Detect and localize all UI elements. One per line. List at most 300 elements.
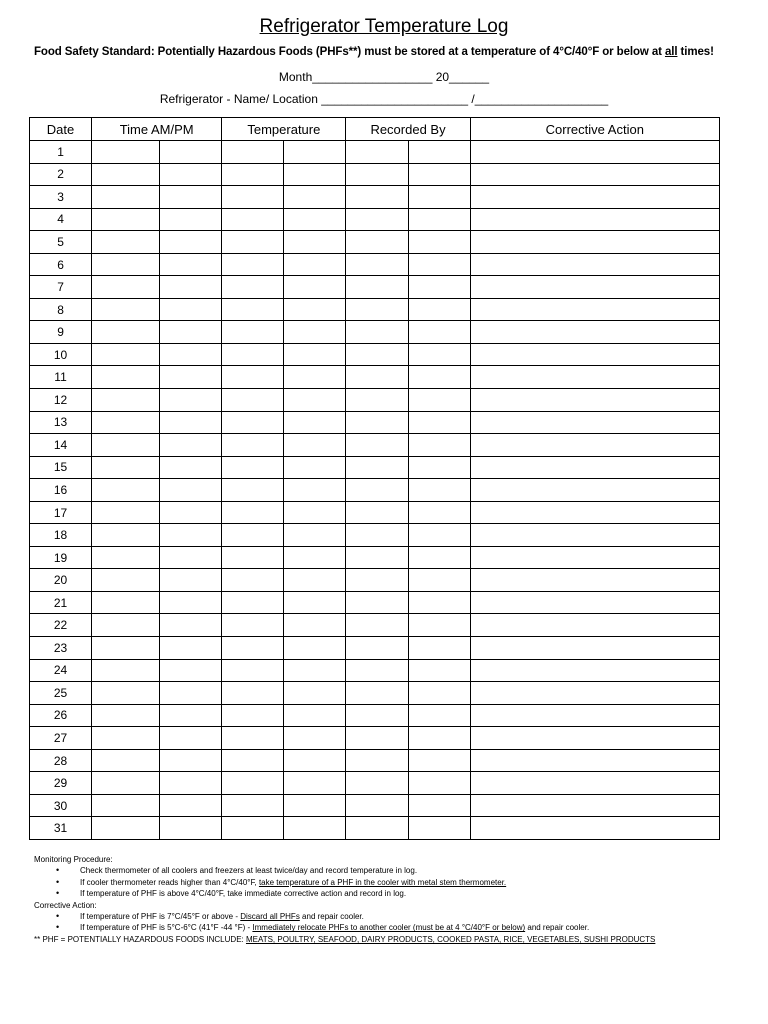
time-cell[interactable] (92, 186, 160, 209)
temperature-cell[interactable] (284, 456, 346, 479)
corrective-action-cell[interactable] (470, 682, 719, 705)
recorded-by-cell[interactable] (346, 141, 408, 164)
table-row (30, 704, 720, 727)
time-cell[interactable] (160, 163, 222, 186)
table-row (30, 569, 720, 592)
temperature-cell[interactable] (284, 659, 346, 682)
recorded-by-cell[interactable] (346, 208, 408, 231)
corrective-action-cell[interactable] (470, 479, 719, 502)
time-cell[interactable] (160, 772, 222, 795)
date-cell: 7 (30, 276, 92, 299)
corrective-action-cell[interactable] (470, 411, 719, 434)
table-row (30, 772, 720, 795)
list-item-underlined: Discard all PHFs (240, 912, 300, 922)
time-cell[interactable] (160, 682, 222, 705)
time-cell[interactable] (92, 749, 160, 772)
recorded-by-cell[interactable] (346, 186, 408, 209)
time-cell[interactable] (160, 141, 222, 164)
corrective-action-cell[interactable] (470, 569, 719, 592)
time-cell[interactable] (160, 208, 222, 231)
time-cell[interactable] (160, 456, 222, 479)
temperature-cell[interactable] (284, 276, 346, 299)
time-cell[interactable] (160, 411, 222, 434)
recorded-by-cell[interactable] (346, 682, 408, 705)
list-item-text: and repair cooler. (525, 923, 590, 933)
temperature-cell[interactable] (222, 389, 284, 412)
recorded-by-cell[interactable] (346, 659, 408, 682)
temperature-cell[interactable] (284, 704, 346, 727)
time-cell[interactable] (92, 276, 160, 299)
temperature-cell[interactable] (222, 704, 284, 727)
recorded-by-cell[interactable] (408, 749, 470, 772)
time-cell[interactable] (160, 749, 222, 772)
temperature-cell[interactable] (284, 817, 346, 840)
temperature-cell[interactable] (284, 434, 346, 457)
temperature-cell[interactable] (222, 141, 284, 164)
date-cell: 3 (30, 186, 92, 209)
temperature-cell[interactable] (284, 479, 346, 502)
temperature-cell[interactable] (222, 366, 284, 389)
temperature-cell[interactable] (284, 749, 346, 772)
table-row (30, 231, 720, 254)
temperature-cell[interactable] (284, 501, 346, 524)
list-item-text: and repair cooler. (299, 912, 364, 922)
standard-suffix: times! (677, 46, 714, 58)
time-cell[interactable] (92, 434, 160, 457)
temperature-cell[interactable] (222, 456, 284, 479)
list-item-underlined: Immediately relocate PHFs to another cooler (must be at 4 °C/40°F or below) (252, 923, 526, 933)
time-cell[interactable] (160, 524, 222, 547)
recorded-by-cell[interactable] (408, 343, 470, 366)
recorded-by-cell[interactable] (346, 749, 408, 772)
table-row (30, 186, 720, 209)
temperature-cell[interactable] (222, 163, 284, 186)
temperature-cell[interactable] (222, 749, 284, 772)
temperature-cell[interactable] (222, 276, 284, 299)
temperature-cell[interactable] (284, 411, 346, 434)
phf-definition (34, 934, 734, 945)
corrective-action-cell[interactable] (470, 546, 719, 569)
list-item-text: If temperature of PHF is 5°C-6°C (41°F -44 °F) - (80, 923, 253, 933)
date-cell: 12 (30, 389, 92, 412)
time-cell[interactable] (92, 208, 160, 231)
temperature-cell[interactable] (284, 389, 346, 412)
table-row (30, 659, 720, 682)
time-cell[interactable] (160, 298, 222, 321)
corrective-action-cell[interactable] (470, 321, 719, 344)
recorded-by-cell[interactable] (408, 591, 470, 614)
temperature-cell[interactable] (222, 524, 284, 547)
table-row (30, 253, 720, 276)
corrective-action-cell[interactable] (470, 163, 719, 186)
corrective-action-cell[interactable] (470, 772, 719, 795)
temperature-cell[interactable] (222, 231, 284, 254)
temperature-cell[interactable] (284, 682, 346, 705)
temperature-cell[interactable] (284, 794, 346, 817)
recorded-by-cell[interactable] (408, 163, 470, 186)
time-cell[interactable] (160, 231, 222, 254)
temperature-cell[interactable] (284, 298, 346, 321)
date-cell: 30 (30, 794, 92, 817)
temperature-cell[interactable] (222, 343, 284, 366)
table-row (30, 479, 720, 502)
temperature-cell[interactable] (222, 637, 284, 660)
recorded-by-cell[interactable] (346, 569, 408, 592)
recorded-by-cell[interactable] (346, 794, 408, 817)
corrective-action-cell[interactable] (470, 637, 719, 660)
time-cell[interactable] (160, 637, 222, 660)
page-title: Refrigerator Temperature Log (259, 16, 509, 37)
corrective-action-cell[interactable] (470, 591, 719, 614)
corrective-action-cell[interactable] (470, 186, 719, 209)
time-cell[interactable] (160, 389, 222, 412)
time-cell[interactable] (160, 501, 222, 524)
recorded-by-cell[interactable] (408, 208, 470, 231)
table-row (30, 524, 720, 547)
recorded-by-cell[interactable] (408, 501, 470, 524)
date-cell: 1 (30, 141, 92, 164)
time-cell[interactable] (92, 253, 160, 276)
temperature-cell[interactable] (222, 479, 284, 502)
time-cell[interactable] (92, 817, 160, 840)
time-cell[interactable] (92, 614, 160, 637)
recorded-by-cell[interactable] (346, 456, 408, 479)
time-cell[interactable] (160, 479, 222, 502)
recorded-by-cell[interactable] (346, 479, 408, 502)
date-cell: 19 (30, 546, 92, 569)
recorded-by-cell[interactable] (408, 637, 470, 660)
recorded-by-cell[interactable] (408, 186, 470, 209)
standard-emphasis: all (664, 46, 678, 58)
recorded-by-cell[interactable] (408, 546, 470, 569)
date-cell: 17 (30, 501, 92, 524)
time-cell[interactable] (92, 389, 160, 412)
table-row (30, 163, 720, 186)
recorded-by-cell[interactable] (408, 298, 470, 321)
list-item-underlined: take temperature of a PHF in the cooler with metal stem thermometer. (258, 877, 507, 887)
temperature-cell[interactable] (284, 253, 346, 276)
table-row (30, 727, 720, 750)
recorded-by-cell[interactable] (408, 682, 470, 705)
recorded-by-cell[interactable] (408, 772, 470, 795)
corrective-action-cell[interactable] (470, 231, 719, 254)
temperature-cell[interactable] (222, 546, 284, 569)
recorded-by-cell[interactable] (346, 343, 408, 366)
recorded-by-cell[interactable] (346, 321, 408, 344)
time-cell[interactable] (92, 411, 160, 434)
recorded-by-cell[interactable] (346, 434, 408, 457)
temperature-cell[interactable] (222, 614, 284, 637)
temperature-cell[interactable] (284, 141, 346, 164)
recorded-by-cell[interactable] (346, 591, 408, 614)
date-cell: 27 (30, 727, 92, 750)
date-cell: 15 (30, 456, 92, 479)
recorded-by-cell[interactable] (346, 501, 408, 524)
temperature-cell[interactable] (222, 817, 284, 840)
temperature-cell[interactable] (284, 186, 346, 209)
recorded-by-cell[interactable] (346, 524, 408, 547)
time-cell[interactable] (92, 682, 160, 705)
temperature-cell[interactable] (222, 794, 284, 817)
temperature-cell[interactable] (284, 727, 346, 750)
date-cell: 25 (30, 682, 92, 705)
recorded-by-cell[interactable] (408, 614, 470, 637)
temperature-cell[interactable] (222, 298, 284, 321)
time-cell[interactable] (92, 456, 160, 479)
corrective-action-cell[interactable] (470, 298, 719, 321)
temperature-cell[interactable] (222, 727, 284, 750)
recorded-by-cell[interactable] (408, 659, 470, 682)
recorded-by-cell[interactable] (346, 231, 408, 254)
time-cell[interactable] (160, 794, 222, 817)
header-recorded-by: Recorded By (346, 118, 470, 141)
time-cell[interactable] (92, 772, 160, 795)
refrigerator-location-field[interactable]: Refrigerator - Name/ Location ______________________ /____________________ (159, 92, 609, 106)
temperature-cell[interactable] (222, 501, 284, 524)
recorded-by-cell[interactable] (408, 141, 470, 164)
time-cell[interactable] (160, 253, 222, 276)
recorded-by-cell[interactable] (408, 253, 470, 276)
recorded-by-cell[interactable] (346, 727, 408, 750)
footer-notes (34, 854, 734, 945)
time-cell[interactable] (160, 591, 222, 614)
time-cell[interactable] (92, 569, 160, 592)
time-cell[interactable] (92, 141, 160, 164)
recorded-by-cell[interactable] (346, 637, 408, 660)
recorded-by-cell[interactable] (346, 389, 408, 412)
temperature-cell[interactable] (284, 231, 346, 254)
date-cell: 26 (30, 704, 92, 727)
date-cell: 9 (30, 321, 92, 344)
temperature-cell[interactable] (222, 659, 284, 682)
temperature-cell[interactable] (222, 253, 284, 276)
food-safety-standard (34, 46, 734, 58)
corrective-action-cell[interactable] (470, 727, 719, 750)
time-cell[interactable] (92, 298, 160, 321)
table-header-row (30, 118, 720, 141)
date-cell: 31 (30, 817, 92, 840)
time-cell[interactable] (92, 794, 160, 817)
recorded-by-cell[interactable] (408, 817, 470, 840)
time-cell[interactable] (92, 479, 160, 502)
list-item (34, 877, 734, 888)
time-cell[interactable] (160, 727, 222, 750)
temperature-cell[interactable] (284, 637, 346, 660)
table-row (30, 591, 720, 614)
time-cell[interactable] (92, 231, 160, 254)
phf-list: MEATS, POULTRY, SEAFOOD, DAIRY PRODUCTS, COOKED PASTA, RICE, VEGETABLES, SUSHI PRODUCTS (245, 934, 656, 944)
time-cell[interactable] (92, 321, 160, 344)
date-cell: 16 (30, 479, 92, 502)
time-cell[interactable] (92, 524, 160, 547)
temperature-cell[interactable] (284, 366, 346, 389)
corrective-action-cell[interactable] (470, 141, 719, 164)
recorded-by-cell[interactable] (408, 727, 470, 750)
date-cell: 11 (30, 366, 92, 389)
recorded-by-cell[interactable] (346, 546, 408, 569)
recorded-by-cell[interactable] (408, 411, 470, 434)
recorded-by-cell[interactable] (346, 772, 408, 795)
corrective-action-cell[interactable] (470, 366, 719, 389)
time-cell[interactable] (92, 591, 160, 614)
list-item (34, 922, 734, 933)
recorded-by-cell[interactable] (408, 366, 470, 389)
time-cell[interactable] (92, 343, 160, 366)
corrective-action-cell[interactable] (470, 456, 719, 479)
time-cell[interactable] (160, 434, 222, 457)
recorded-by-cell[interactable] (408, 389, 470, 412)
recorded-by-cell[interactable] (346, 298, 408, 321)
time-cell[interactable] (160, 186, 222, 209)
table-row (30, 682, 720, 705)
date-cell: 14 (30, 434, 92, 457)
table-row (30, 276, 720, 299)
table-row (30, 501, 720, 524)
corrective-action-cell[interactable] (470, 524, 719, 547)
recorded-by-cell[interactable] (408, 704, 470, 727)
recorded-by-cell[interactable] (346, 253, 408, 276)
temperature-cell[interactable] (222, 208, 284, 231)
temperature-cell[interactable] (222, 434, 284, 457)
corrective-action-cell[interactable] (470, 704, 719, 727)
temperature-log-table (29, 117, 720, 840)
temperature-cell[interactable] (222, 682, 284, 705)
date-cell: 20 (30, 569, 92, 592)
recorded-by-cell[interactable] (408, 569, 470, 592)
corrective-list (34, 911, 734, 934)
temperature-cell[interactable] (222, 321, 284, 344)
time-cell[interactable] (92, 659, 160, 682)
temperature-cell[interactable] (284, 591, 346, 614)
recorded-by-cell[interactable] (346, 614, 408, 637)
time-cell[interactable] (160, 614, 222, 637)
table-row (30, 794, 720, 817)
time-cell[interactable] (160, 343, 222, 366)
table-row (30, 817, 720, 840)
date-cell: 24 (30, 659, 92, 682)
recorded-by-cell[interactable] (346, 163, 408, 186)
temperature-cell[interactable] (284, 343, 346, 366)
corrective-action-cell[interactable] (470, 434, 719, 457)
time-cell[interactable] (160, 276, 222, 299)
corrective-action-cell[interactable] (470, 501, 719, 524)
date-cell: 28 (30, 749, 92, 772)
time-cell[interactable] (160, 321, 222, 344)
table-row (30, 411, 720, 434)
monitoring-heading: Monitoring Procedure: (34, 855, 113, 864)
table-row (30, 321, 720, 344)
table-row (30, 389, 720, 412)
recorded-by-cell[interactable] (408, 231, 470, 254)
time-cell[interactable] (92, 637, 160, 660)
corrective-action-cell[interactable] (470, 253, 719, 276)
monitoring-list (34, 865, 734, 899)
recorded-by-cell[interactable] (346, 704, 408, 727)
time-cell[interactable] (160, 659, 222, 682)
time-cell[interactable] (160, 366, 222, 389)
table-row (30, 298, 720, 321)
table-row (30, 343, 720, 366)
time-cell[interactable] (92, 546, 160, 569)
temperature-cell[interactable] (284, 321, 346, 344)
table-row (30, 749, 720, 772)
corrective-heading: Corrective Action: (34, 900, 97, 910)
corrective-action-cell[interactable] (470, 794, 719, 817)
time-cell[interactable] (92, 704, 160, 727)
recorded-by-cell[interactable] (346, 817, 408, 840)
recorded-by-cell[interactable] (408, 524, 470, 547)
time-cell[interactable] (92, 727, 160, 750)
recorded-by-cell[interactable] (408, 479, 470, 502)
table-row (30, 614, 720, 637)
table-row (30, 366, 720, 389)
corrective-action-cell[interactable] (470, 276, 719, 299)
table-row (30, 456, 720, 479)
date-cell: 13 (30, 411, 92, 434)
recorded-by-cell[interactable] (346, 366, 408, 389)
recorded-by-cell[interactable] (408, 276, 470, 299)
date-cell: 29 (30, 772, 92, 795)
temperature-cell[interactable] (284, 163, 346, 186)
header-corrective-action: Corrective Action (470, 118, 719, 141)
date-cell: 22 (30, 614, 92, 637)
log-body (30, 141, 720, 840)
recorded-by-cell[interactable] (408, 434, 470, 457)
temperature-cell[interactable] (222, 569, 284, 592)
time-cell[interactable] (92, 366, 160, 389)
time-cell[interactable] (92, 163, 160, 186)
table-row (30, 637, 720, 660)
time-cell[interactable] (160, 569, 222, 592)
standard-text: Food Safety Standard: Potentially Hazardous Foods (PHFs**) must be stored at a temperature of 4°C/40°F or below at (34, 46, 665, 58)
recorded-by-cell[interactable] (346, 276, 408, 299)
table-row (30, 434, 720, 457)
corrective-action-cell[interactable] (470, 614, 719, 637)
corrective-action-cell[interactable] (470, 208, 719, 231)
time-cell[interactable] (92, 501, 160, 524)
temperature-cell[interactable] (284, 569, 346, 592)
recorded-by-cell[interactable] (408, 321, 470, 344)
header-time: Time AM/PM (92, 118, 222, 141)
temperature-cell[interactable] (284, 772, 346, 795)
temperature-cell[interactable] (222, 591, 284, 614)
month-field[interactable]: Month__________________ 20______ (278, 70, 490, 84)
temperature-cell[interactable] (222, 772, 284, 795)
recorded-by-cell[interactable] (346, 411, 408, 434)
list-item (34, 911, 734, 922)
recorded-by-cell[interactable] (408, 794, 470, 817)
date-cell: 6 (30, 253, 92, 276)
corrective-action-cell[interactable] (470, 343, 719, 366)
corrective-action-cell[interactable] (470, 749, 719, 772)
table-row (30, 208, 720, 231)
temperature-cell[interactable] (284, 614, 346, 637)
time-cell[interactable] (160, 546, 222, 569)
corrective-action-cell[interactable] (470, 389, 719, 412)
temperature-cell[interactable] (284, 208, 346, 231)
corrective-action-cell[interactable] (470, 817, 719, 840)
recorded-by-cell[interactable] (408, 456, 470, 479)
list-item-text: If cooler thermometer reads higher than 4°C/40°F, (80, 877, 259, 887)
time-cell[interactable] (160, 704, 222, 727)
corrective-action-cell[interactable] (470, 659, 719, 682)
temperature-cell[interactable] (222, 186, 284, 209)
temperature-cell[interactable] (222, 411, 284, 434)
date-cell: 8 (30, 298, 92, 321)
time-cell[interactable] (160, 817, 222, 840)
temperature-cell[interactable] (284, 524, 346, 547)
temperature-cell[interactable] (284, 546, 346, 569)
